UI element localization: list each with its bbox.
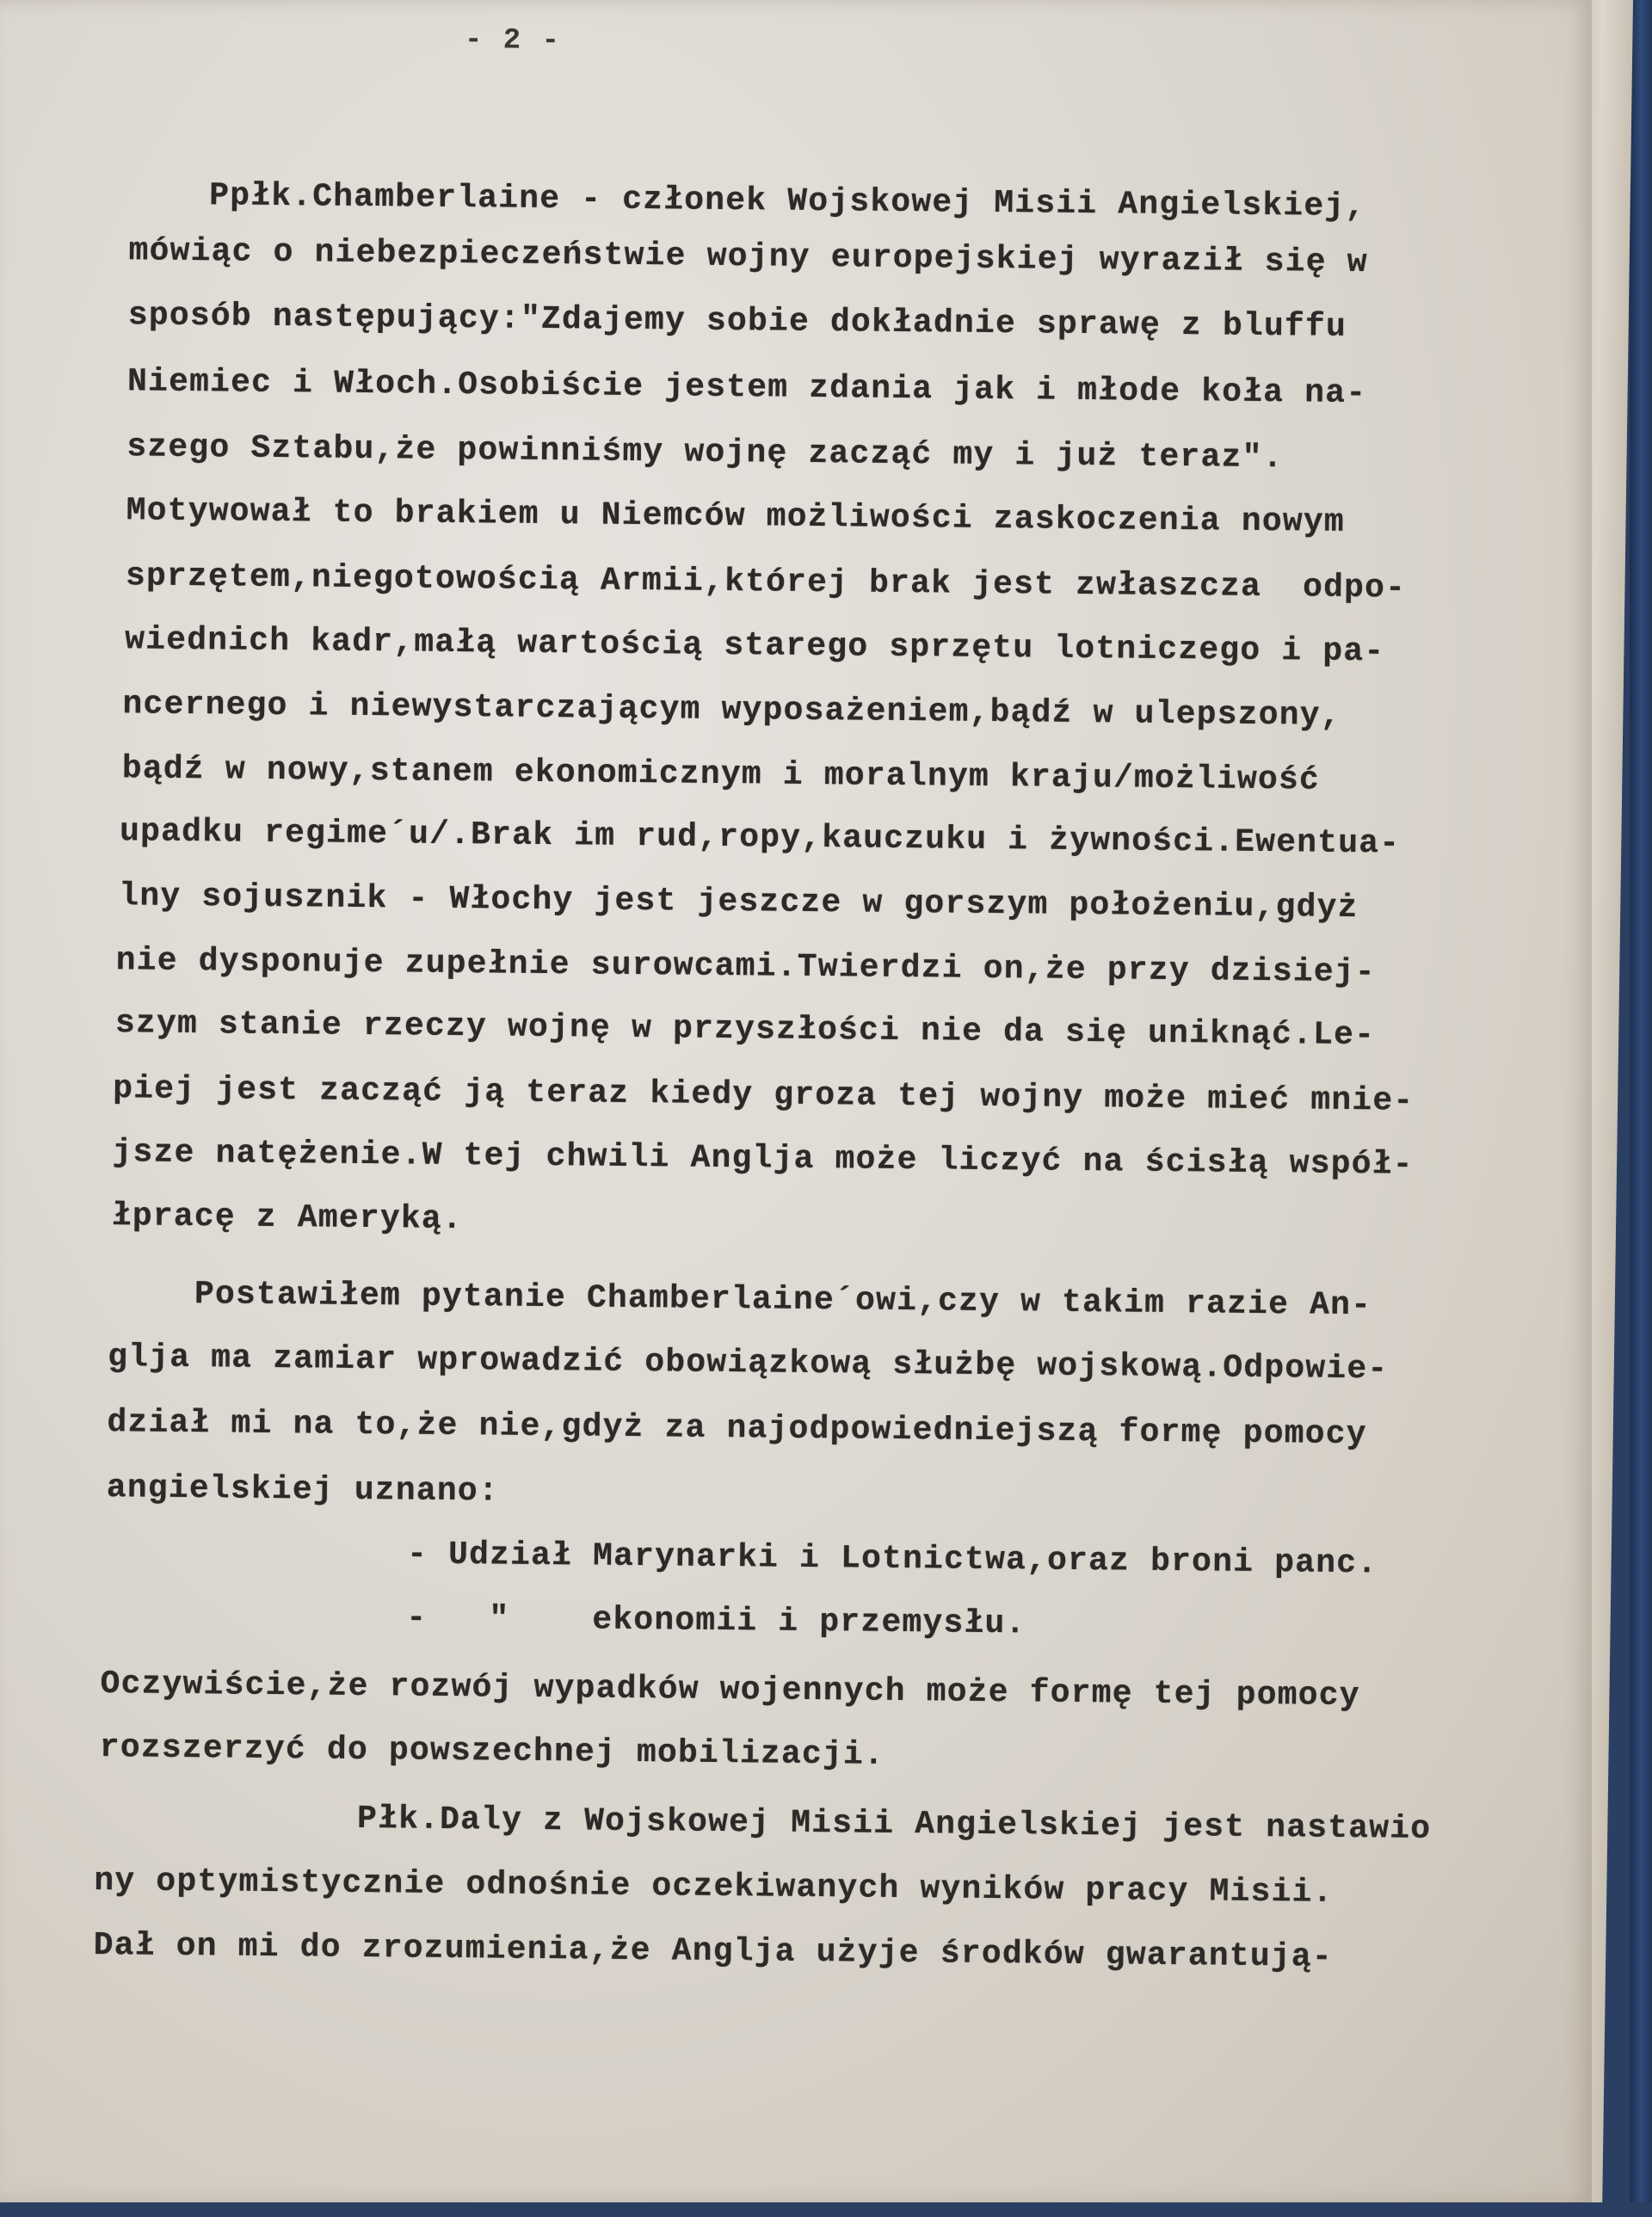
list-item: - Udział Marynarki i Lotnictwa,oraz broni panc. <box>406 1536 1378 1583</box>
text-line: nie dysponuje zupełnie surowcami.Twierdzi on,że przy dzisiej- <box>115 942 1377 992</box>
text-line: rozszerzyć do powszechnej mobilizacji. <box>99 1729 885 1774</box>
text-line: ncernego i niewystarczającym wyposażeniem,bądź w ulepszony, <box>122 686 1341 735</box>
text-line: Dał on mi do zrozumienia,że Anglja użyje środków gwarantują- <box>93 1926 1334 1976</box>
text-line: Niemiec i Włoch.Osobiście jestem zdania jak i młode koła na- <box>126 363 1367 413</box>
list-item: - " ekonomii i przemysłu. <box>406 1599 1026 1643</box>
text-line: upadku regime´u/.Brak im rud,ropy,kauczuku i żywności.Ewentua- <box>119 813 1401 863</box>
text-line: glja ma zamiar wprowadzić obowiązkową służbę wojskową.Odpowie- <box>108 1339 1389 1389</box>
text-line: jsze natężenie.W tej chwili Anglja może liczyć na ścisłą współ- <box>112 1134 1414 1184</box>
text-line: bądź w nowy,stanem ekonomicznym i moralnym kraju/możliwość <box>121 750 1321 799</box>
text-line: ny optymistycznie odnośnie oczekiwanych wyników pracy Misii. <box>94 1862 1334 1912</box>
text-line: Płk.Daly z Wojskowej Misii Angielskiej jest nastawio <box>356 1800 1432 1848</box>
text-line: wiednich kadr,małą wartością starego sprzętu lotniczego i pa- <box>125 621 1385 671</box>
text-line: mówiąc o niebezpieczeństwie wojny europejskiej wyraził się w <box>128 232 1368 282</box>
text-line: Motywował to brakiem u Niemców możliwości zaskoczenia nowym <box>126 492 1346 541</box>
text-line: lny sojusznik - Włochy jest jeszcze w gorszym położeniu,gdyż <box>119 878 1359 927</box>
text-line: Postawiłem pytanie Chamberlaine´owi,czy w takim razie An- <box>194 1276 1372 1325</box>
text-line: piej jest zacząć ją teraz kiedy groza tej wojny może mieć mnie- <box>113 1070 1415 1120</box>
binder-edge <box>1630 0 1652 2202</box>
page-number: - 2 - <box>464 24 562 59</box>
text-line: szego Sztabu,że powinniśmy wojnę zacząć my i już teraz". <box>126 428 1284 477</box>
text-line: sprzętem,niegotowością Armii,której brak jest zwłaszcza odpo- <box>125 557 1407 607</box>
text-line: dział mi na to,że nie,gdyż za najodpowiedniejszą formę pomocy <box>107 1404 1367 1454</box>
text-line: sposób następujący:"Zdajemy sobie dokładnie sprawę z bluffu <box>127 297 1347 346</box>
text-line: Oczywiście,że rozwój wypadków wojennych może formę tej pomocy <box>100 1666 1360 1715</box>
text-line: angielskiej uznano: <box>106 1469 500 1511</box>
text-line: łpracę z Ameryką. <box>111 1198 464 1239</box>
text-line: Ppłk.Chamberlaine - członek Wojskowej Misii Angielskiej, <box>208 177 1366 226</box>
text-line: szym stanie rzeczy wojnę w przyszłości nie da się uniknąć.Le- <box>114 1005 1376 1055</box>
